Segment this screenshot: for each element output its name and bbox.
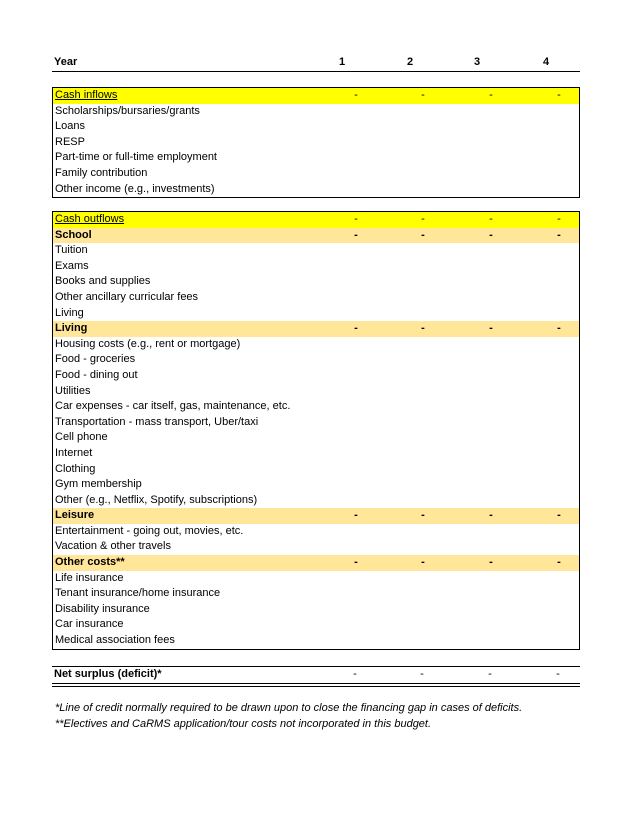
- outflow-row[interactable]: [53, 243, 579, 259]
- outflow-label: Tenant insurance/home insurance: [55, 587, 221, 600]
- outflow-row[interactable]: [53, 493, 579, 509]
- group-total-y3[interactable]: -: [489, 228, 493, 241]
- outflow-label: Clothing: [55, 462, 96, 475]
- group-title: Living: [55, 322, 88, 335]
- group-total-y2[interactable]: -: [421, 556, 425, 569]
- footnote-electives: **Electives and CaRMS application/tour costs not incorporated in this budget.: [55, 718, 432, 730]
- outflow-label: Utilities: [55, 384, 91, 397]
- outflow-label: Car expenses - car itself, gas, maintenance, etc.: [55, 400, 291, 413]
- outflow-label: Books and supplies: [55, 275, 151, 288]
- outflow-label: Living: [55, 306, 84, 319]
- outflow-row[interactable]: [53, 259, 579, 275]
- group-title: Leisure: [55, 509, 95, 522]
- group-total-y3[interactable]: -: [489, 322, 493, 335]
- cash-outflows-total-y3[interactable]: -: [489, 213, 493, 225]
- inflow-label: Other income (e.g., investments): [55, 182, 215, 195]
- inflow-row[interactable]: [53, 135, 579, 151]
- outflow-row[interactable]: [53, 602, 579, 618]
- inflow-label: RESP: [55, 135, 85, 148]
- group-total-y4[interactable]: -: [557, 509, 561, 522]
- outflow-label: Exams: [55, 259, 89, 272]
- inflow-label: Family contribution: [55, 166, 148, 179]
- outflow-row[interactable]: [53, 368, 579, 384]
- outflow-label: Food - dining out: [55, 368, 138, 381]
- outflow-row[interactable]: [53, 384, 579, 400]
- group-total-y4[interactable]: -: [557, 228, 561, 241]
- outflow-row[interactable]: [53, 430, 579, 446]
- outflow-row[interactable]: [53, 633, 579, 649]
- inflow-row[interactable]: [53, 166, 579, 182]
- inflow-label: Scholarships/bursaries/grants: [55, 104, 200, 117]
- cash-inflows-title: Cash inflows: [55, 89, 118, 101]
- outflow-row[interactable]: [53, 274, 579, 290]
- outflow-label: Tuition: [55, 244, 88, 257]
- outflow-label: Car insurance: [55, 618, 124, 631]
- outflow-label: Vacation & other travels: [55, 540, 171, 553]
- cash-inflows-total-y1[interactable]: -: [354, 89, 358, 101]
- cash-inflows-total-y2[interactable]: -: [421, 89, 425, 101]
- outflow-label: Disability insurance: [55, 602, 150, 615]
- group-title: Other costs**: [55, 556, 125, 569]
- cash-outflows-total-y2[interactable]: -: [421, 213, 425, 225]
- group-total-y1[interactable]: -: [354, 322, 358, 335]
- inflow-row[interactable]: [53, 182, 579, 198]
- year-1-header: 1: [338, 56, 346, 68]
- group-header-other-costs[interactable]: [53, 555, 579, 571]
- cash-outflows-title: Cash outflows: [55, 213, 125, 225]
- group-total-y3[interactable]: -: [489, 509, 493, 522]
- cash-outflows-total-y4[interactable]: -: [557, 213, 561, 225]
- group-total-y4[interactable]: -: [557, 556, 561, 569]
- inflow-row[interactable]: [53, 104, 579, 120]
- outflow-row[interactable]: [53, 617, 579, 633]
- group-total-y3[interactable]: -: [489, 556, 493, 569]
- group-total-y4[interactable]: -: [557, 322, 561, 335]
- inflow-label: Loans: [55, 120, 85, 133]
- net-surplus-y4[interactable]: -: [556, 668, 560, 680]
- outflow-label: Other (e.g., Netflix, Spotify, subscriptions): [55, 493, 258, 506]
- outflow-label: Medical association fees: [55, 634, 175, 647]
- group-total-y2[interactable]: -: [421, 228, 425, 241]
- outflow-label: Transportation - mass transport, Uber/taxi: [55, 415, 259, 428]
- year-label: Year: [54, 56, 78, 68]
- group-total-y1[interactable]: -: [354, 228, 358, 241]
- year-2-header: 2: [406, 56, 414, 68]
- cash-inflows-total-y4[interactable]: -: [557, 89, 561, 101]
- net-surplus-y1[interactable]: -: [353, 668, 357, 680]
- group-header-living[interactable]: [53, 321, 579, 337]
- outflow-row[interactable]: [53, 524, 579, 540]
- outflow-label: Food - groceries: [55, 353, 136, 366]
- inflow-row[interactable]: [53, 150, 579, 166]
- outflow-row[interactable]: [53, 290, 579, 306]
- net-surplus-label: Net surplus (deficit)*: [54, 668, 162, 680]
- group-header-school[interactable]: [53, 228, 579, 244]
- group-total-y1[interactable]: -: [354, 556, 358, 569]
- cash-outflows-section: [52, 211, 580, 650]
- outflow-row[interactable]: [53, 415, 579, 431]
- outflow-label: Gym membership: [55, 478, 142, 491]
- outflow-label: Entertainment - going out, movies, etc.: [55, 524, 244, 537]
- cash-inflows-total-y3[interactable]: -: [489, 89, 493, 101]
- outflow-row[interactable]: [53, 539, 579, 555]
- net-surplus-y2[interactable]: -: [420, 668, 424, 680]
- outflow-label: Housing costs (e.g., rent or mortgage): [55, 337, 241, 350]
- year-3-header: 3: [473, 56, 481, 68]
- outflow-row[interactable]: [53, 446, 579, 462]
- outflow-label: Other ancillary curricular fees: [55, 290, 199, 303]
- outflow-row[interactable]: [53, 337, 579, 353]
- outflow-row[interactable]: [53, 306, 579, 322]
- outflow-row[interactable]: [53, 477, 579, 493]
- outflow-row[interactable]: [53, 586, 579, 602]
- outflow-row[interactable]: [53, 571, 579, 587]
- outflow-label: Internet: [55, 446, 93, 459]
- group-title: School: [55, 228, 92, 241]
- group-total-y1[interactable]: -: [354, 509, 358, 522]
- net-surplus-row[interactable]: [52, 666, 580, 687]
- group-total-y2[interactable]: -: [421, 509, 425, 522]
- cash-outflows-header-row[interactable]: [53, 212, 579, 228]
- cash-inflows-header-row[interactable]: [53, 88, 579, 104]
- cash-inflows-section: [52, 87, 580, 198]
- outflow-row[interactable]: [53, 462, 579, 478]
- year-4-header: 4: [542, 56, 550, 68]
- outflow-label: Cell phone: [55, 431, 108, 444]
- group-total-y2[interactable]: -: [421, 322, 425, 335]
- net-surplus-y3[interactable]: -: [488, 668, 492, 680]
- group-header-leisure[interactable]: [53, 508, 579, 524]
- footnotes: [55, 700, 522, 732]
- outflow-label: Life insurance: [55, 571, 124, 584]
- cash-outflows-total-y1[interactable]: -: [354, 213, 358, 225]
- outflow-row[interactable]: [53, 352, 579, 368]
- year-header-row: [52, 55, 580, 72]
- footnote-line-of-credit: *Line of credit normally required to be drawn upon to close the financing gap in cases of deficits.: [55, 702, 523, 714]
- inflow-row[interactable]: [53, 119, 579, 135]
- inflow-label: Part-time or full-time employment: [55, 151, 217, 164]
- outflow-row[interactable]: [53, 399, 579, 415]
